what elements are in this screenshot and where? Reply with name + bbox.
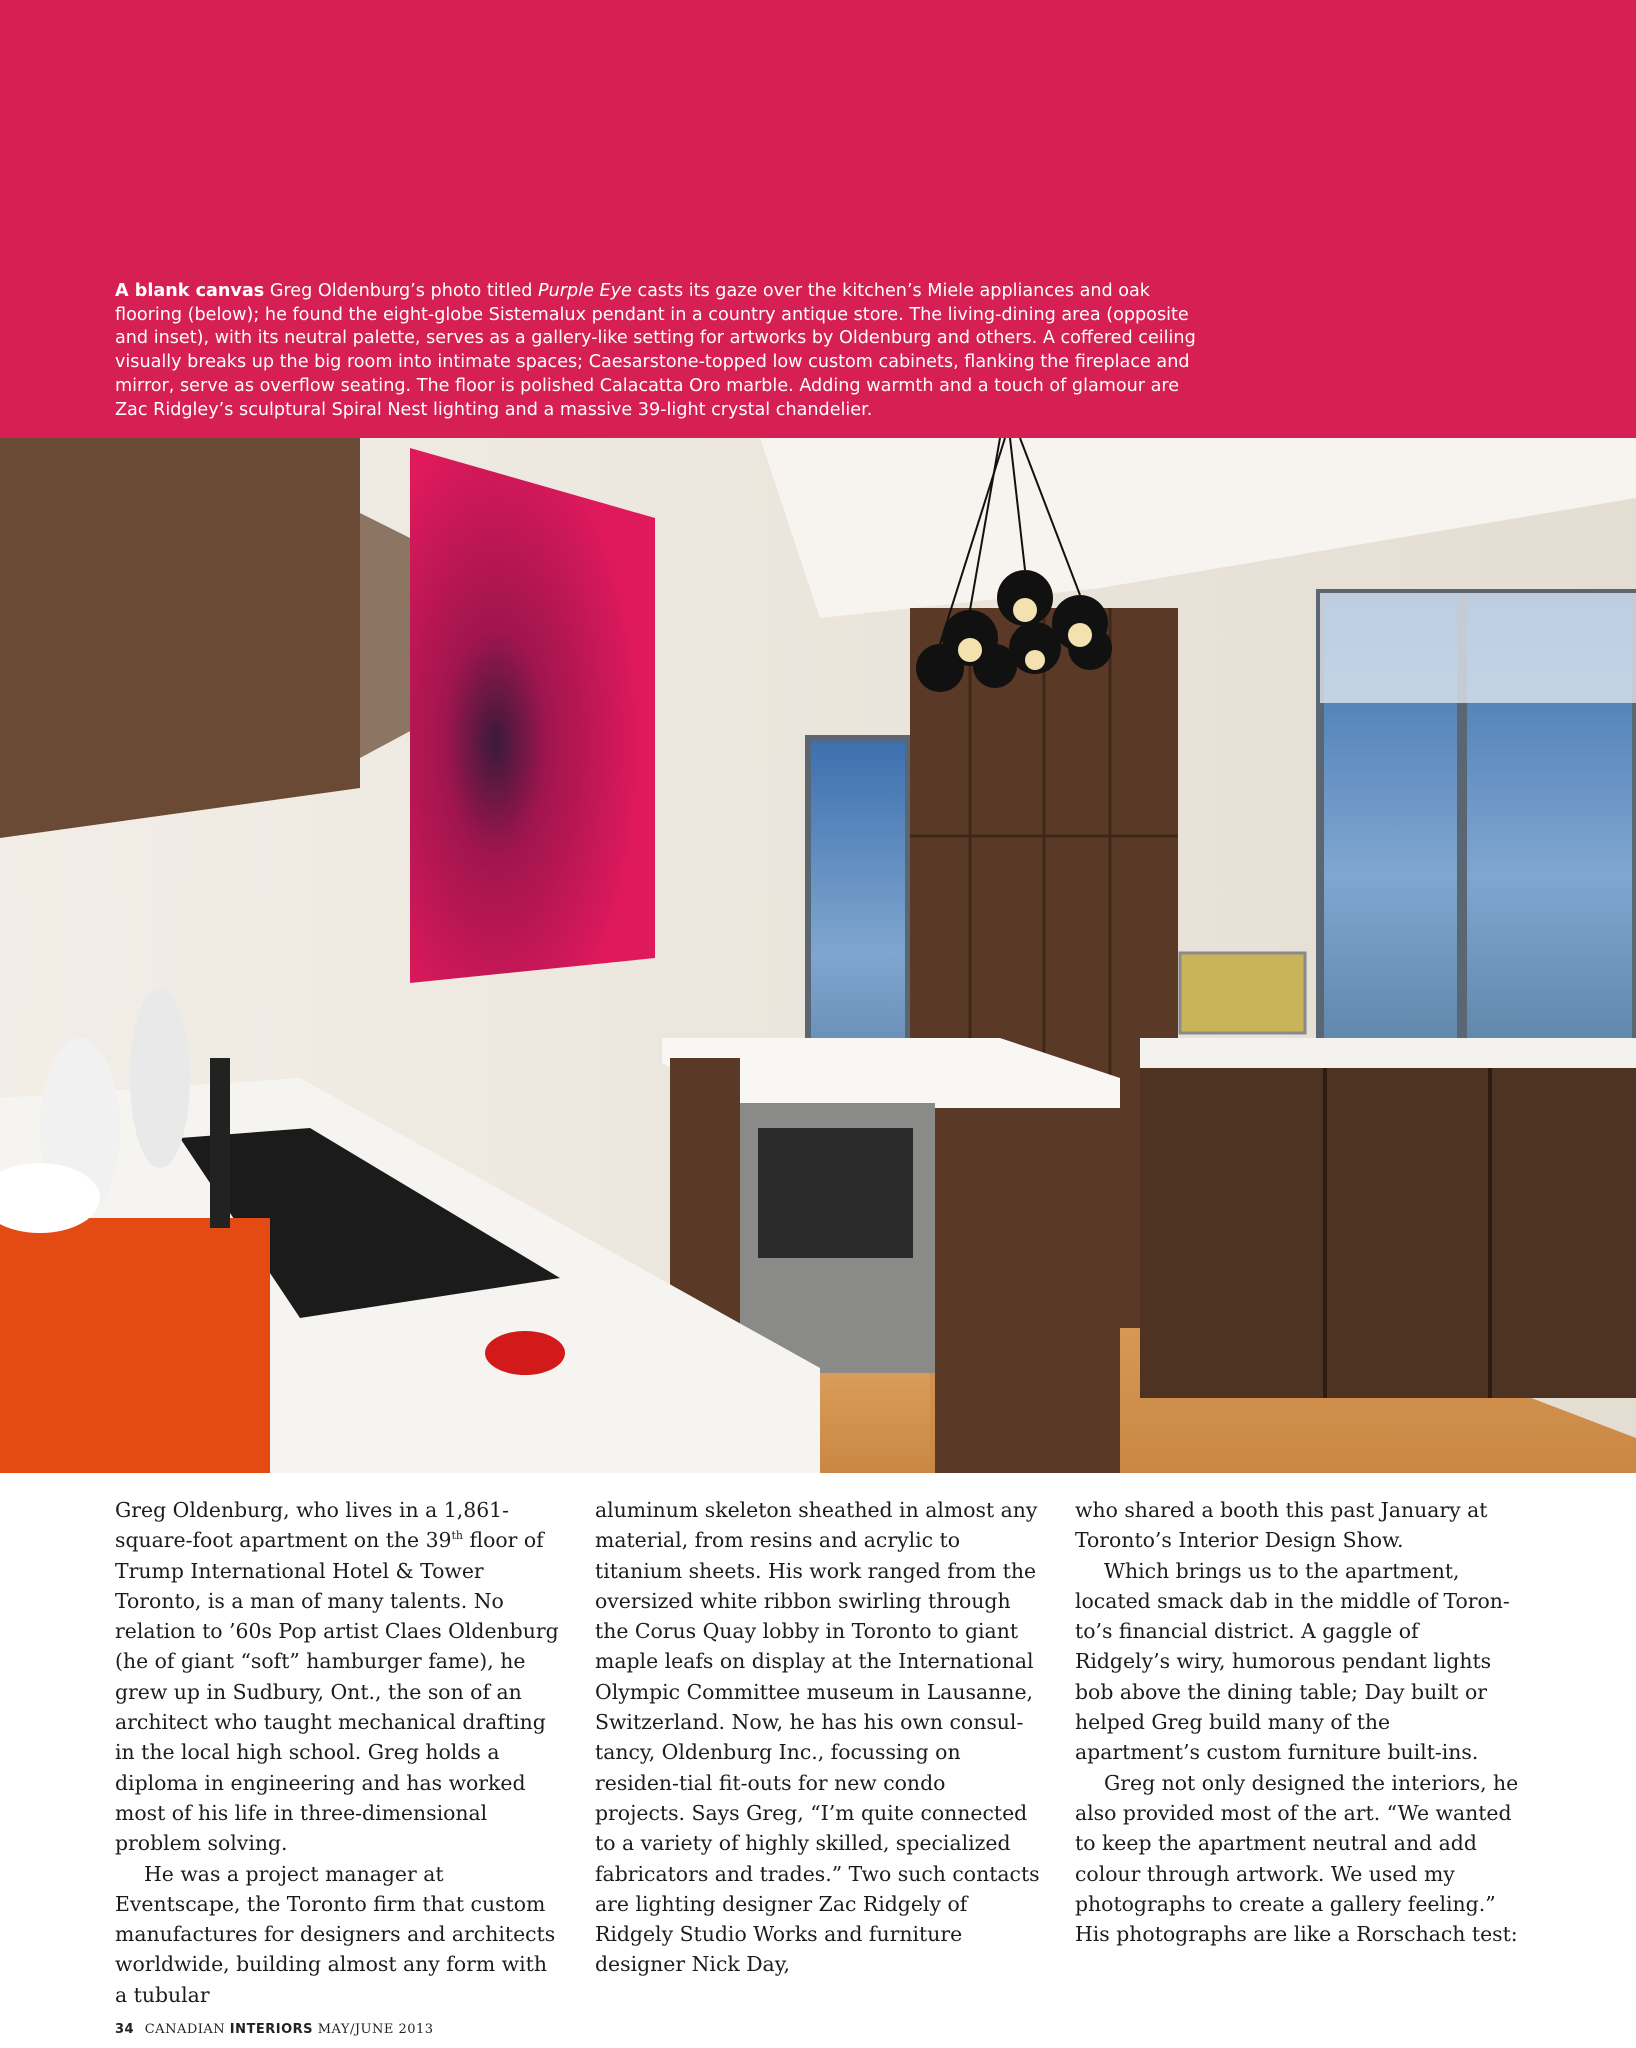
ordinal-superscript: th — [451, 1529, 464, 1543]
page-footer — [115, 2022, 434, 2037]
article-paragraph — [115, 1495, 560, 1859]
article-paragraph: He was a project manager at Eventscape, the Toronto firm that custom manufactures for designers and architects worldwide, building almost any form with a tubular — [115, 1861, 556, 2007]
article-text: Greg Oldenburg, who lives in a 1,861-square-foot apartment on the 39 — [115, 1498, 510, 1553]
article-column-2 — [595, 1495, 1040, 1980]
article-paragraph: aluminum skeleton sheathed in almost any material, from resins and acrylic to titanium sheets. His work ranged from the oversized white ribbon swirling through the Corus Quay lobby in Toronto to giant maple leafs on display at the International Olympic Committee museum in Lausanne, Switzerland. Now, he has his own consul-tancy, Oldenburg Inc., focussing on residen-tial fit-outs for new condo projects. Says Greg, “I’m quite connected to a variety of highly skilled, specialized fabricators and trades.” Two such contacts are lighting designer Zac Ridgely of Ridgely Studio Works and furniture designer Nick Day, — [595, 1498, 1040, 1977]
article-paragraph: who shared a booth this past January at Toronto’s Interior Design Show. — [1075, 1498, 1488, 1553]
magazine-prefix: CANADIAN — [144, 2022, 226, 2037]
article-paragraph: Greg not only designed the interiors, he also provided most of the art. “We wanted to keep the apartment neutral and add colour through artwork. We used my photographs to create a gallery feeling.” His photographs are like a Rorschach test: — [1075, 1770, 1519, 1947]
artwork-title: Purple Eye — [538, 281, 632, 301]
page-number: 34 — [115, 2022, 135, 2037]
kitchen-illustration — [0, 438, 1636, 1473]
article-text: floor of Trump International Hotel & Tower Toronto, is a man of many talents. No relation to ’60s Pop artist Claes Oldenburg (he of giant “soft” hamburger fame), he grew up in Sudbury, Ont., the son of an architect who taught mechanical drafting in the local high school. Greg holds a diploma in engineering and has worked most of his life in three-dimensional problem solving. — [115, 1528, 559, 1856]
magazine-name: INTERIORS — [229, 2022, 314, 2037]
article-column-1 — [115, 1495, 560, 2010]
photo-caption — [115, 280, 1215, 422]
caption-lead: A blank canvas — [115, 281, 265, 301]
caption-text-1: Greg Oldenburg’s photo titled — [264, 281, 539, 301]
issue-date: MAY/JUNE 2013 — [317, 2022, 434, 2037]
caption-text-2: casts its gaze over the kitchen’s Miele appliances and oak flooring (below); he found the eight-globe Sistemalux pendant in a country antique store. The living-dining area (opposite and inset), with its neutral palette, serves as a gallery-like setting for artworks by Oldenburg and others. A coffered ceiling visually breaks up the big room into intimate spaces; Caesarstone-topped low custom cabinets, flanking the fireplace and mirror, serve as overflow seating. The floor is polished Calacatta Oro marble. Adding warmth and a touch of glamour are Zac Ridgley’s sculptural Spiral Nest lighting and a massive 39-light crystal chandelier. — [115, 281, 1196, 420]
article-column-3 — [1075, 1495, 1520, 1949]
kitchen-photo — [0, 438, 1636, 1473]
article-paragraph: Which brings us to the apartment, located smack dab in the middle of Toron-to’s financial district. A gaggle of Ridgely’s wiry, humorous pendant lights bob above the dining table; Day built or helped Greg build many of the apartment’s custom furniture built-ins. — [1075, 1558, 1510, 1765]
